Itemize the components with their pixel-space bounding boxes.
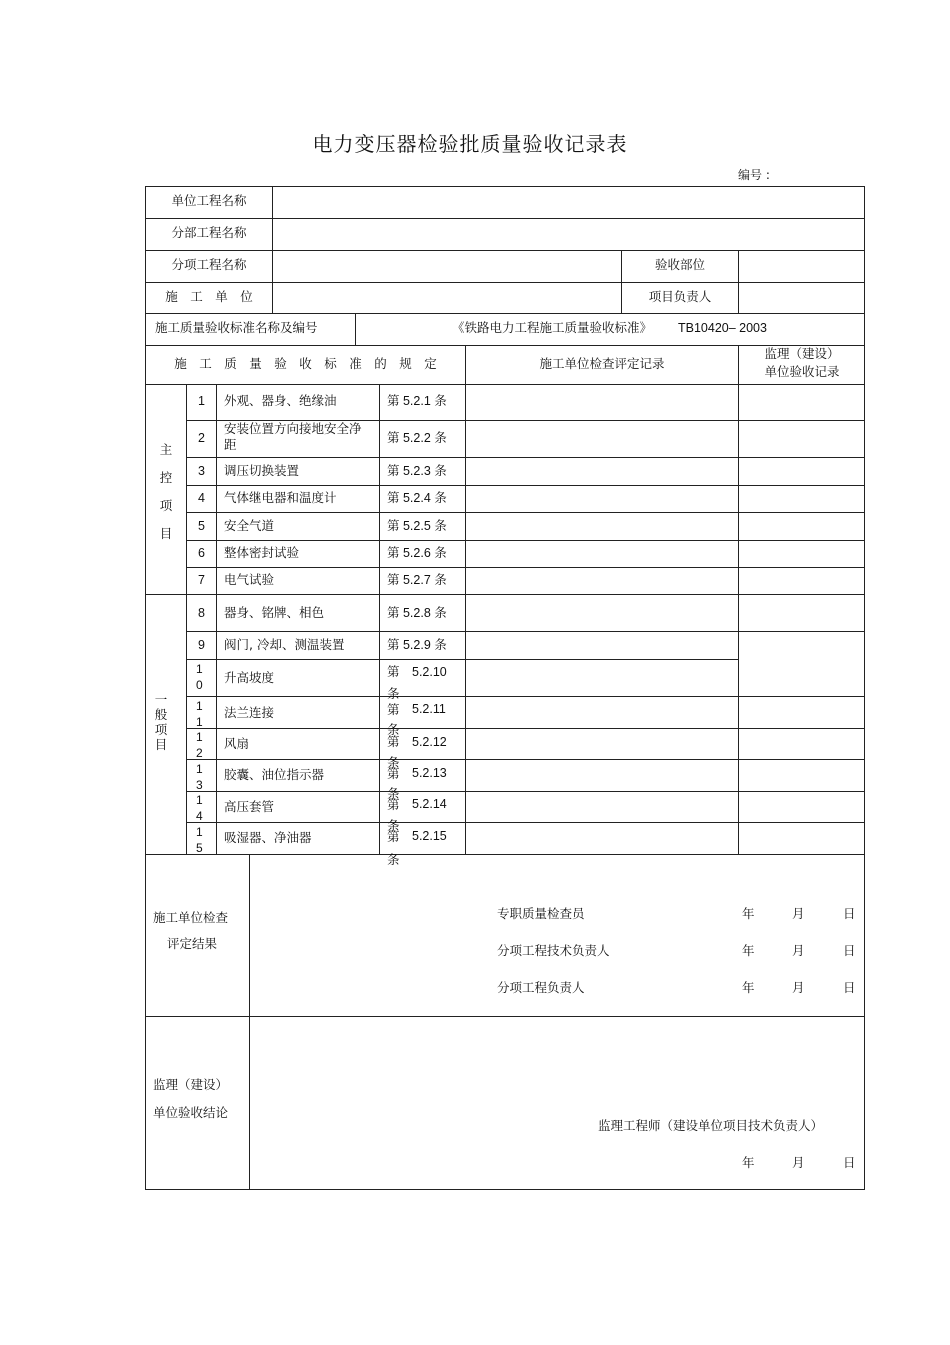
supervisor-conclusion-label-2: 单位验收结论 (153, 1105, 229, 1120)
contractor-record-header: 施工单位检查评定记录 (539, 356, 665, 371)
signer-item-lead: 分项工程负责人 (497, 980, 585, 995)
date-month: 月 (792, 906, 805, 921)
row-line (186, 540, 865, 541)
item-clause: 第 5.2.9 条 (387, 638, 447, 652)
item-clause-prefix: 第 (387, 767, 400, 781)
item-number: 15 (196, 825, 203, 855)
row-line (186, 759, 865, 760)
item-number: 3 (198, 464, 205, 478)
item-number: 5 (198, 519, 205, 533)
supervisor-conclusion-label-1: 监理（建设） (153, 1077, 229, 1092)
item-clause-number: 5.2.10 (412, 665, 447, 679)
item-clause-suffix: 条 (387, 687, 400, 701)
item-number: 4 (198, 491, 205, 505)
item-clause: 第 5.2.6 条 (387, 546, 447, 560)
item-clause-prefix: 第 (387, 703, 400, 717)
standard-code: TB10420– 2003 (678, 321, 767, 335)
row-line (145, 282, 865, 283)
row-line (145, 218, 865, 219)
item-name: 调压切换装置 (224, 463, 300, 478)
item-name: 风扇 (224, 736, 250, 751)
general-group-label: 一 般 项 目 (154, 692, 168, 752)
item-name: 吸湿器、净油器 (224, 830, 312, 845)
row-line (145, 1016, 865, 1017)
item-number: 2 (198, 431, 205, 445)
date-day: 日 (843, 980, 856, 995)
contractor-result-label-1: 施工单位检查 (153, 910, 229, 925)
unit-project-label: 单位工程名称 (171, 193, 247, 208)
row-line (186, 631, 865, 632)
item-clause-number: 5.2.14 (412, 797, 447, 811)
doc-number-label: 编号 : (738, 168, 770, 182)
contractor-result-label-2: 评定结果 (167, 936, 218, 951)
col-line (272, 186, 273, 313)
item-name: 整体密封试验 (224, 545, 300, 560)
group-line (145, 594, 865, 595)
item-number: 7 (198, 573, 205, 587)
item-name: 阀门, 冷却、测温装置 (224, 637, 345, 652)
row-line (186, 485, 865, 486)
item-number: 10 (196, 662, 203, 692)
item-clause: 第 5.2.2 条 (387, 431, 447, 445)
item-clause: 第 5.2.7 条 (387, 573, 447, 587)
supervisor-record-header-2: 单位验收记录 (764, 364, 840, 379)
contractor-label: 施 工 单 位 (165, 289, 253, 304)
item-clause-suffix: 条 (387, 819, 400, 833)
item-clause-number: 5.2.11 (412, 702, 446, 716)
item-name: 安全气道 (224, 518, 275, 533)
acceptance-part-label: 验收部位 (654, 257, 705, 272)
item-name: 安装位置方向接地安全净距 (224, 421, 362, 452)
item-name: 胶囊、油位指示器 (224, 767, 325, 782)
date-year: 年 (742, 1155, 755, 1170)
row-line (186, 457, 865, 458)
item-clause-number: 5.2.15 (412, 829, 447, 843)
col-line (216, 384, 217, 854)
date-month: 月 (792, 1155, 805, 1170)
item-clause-suffix: 条 (387, 723, 400, 737)
date-month: 月 (792, 943, 805, 958)
item-name: 电气试验 (224, 572, 275, 587)
row-line (186, 567, 865, 568)
item-clause-number: 5.2.12 (412, 735, 447, 749)
item-clause-prefix: 第 (387, 665, 400, 679)
col-line (249, 854, 250, 1190)
item-name: 法兰连接 (224, 705, 275, 720)
col-line (465, 345, 466, 854)
item-name: 高压套管 (224, 799, 275, 814)
item-clause: 第 5.2.8 条 (387, 606, 447, 620)
item-clause: 第 5.2.3 条 (387, 464, 447, 478)
date-year: 年 (742, 980, 755, 995)
row-line (186, 659, 738, 660)
sub-project-label: 分部工程名称 (171, 225, 247, 240)
row-line (145, 250, 865, 251)
item-clause-suffix: 条 (387, 787, 400, 801)
item-project-label: 分项工程名称 (171, 257, 247, 272)
col-line (738, 345, 739, 854)
item-clause-number: 5.2.13 (412, 766, 447, 780)
date-year: 年 (742, 943, 755, 958)
col-line (355, 313, 356, 345)
item-number: 9 (198, 638, 205, 652)
main-group-label: 主 控 项 目 (159, 442, 173, 541)
item-name: 外观、器身、绝缘油 (224, 393, 337, 408)
form-table (145, 186, 865, 1190)
item-clause-prefix: 第 (387, 830, 400, 844)
row-line (145, 313, 865, 314)
item-number: 8 (198, 606, 205, 620)
date-day: 日 (843, 906, 856, 921)
supervisor-record-header-1: 监理（建设） (764, 346, 840, 361)
signer-technical-lead: 分项工程技术负责人 (497, 943, 610, 958)
item-number: 12 (196, 730, 203, 760)
row-line (186, 696, 865, 697)
date-year: 年 (742, 906, 755, 921)
row-line (145, 854, 865, 855)
row-line (186, 791, 865, 792)
item-number: 14 (196, 793, 203, 823)
page-title: 电力变压器检验批质量验收记录表 (312, 132, 628, 156)
item-clause: 第 5.2.1 条 (387, 394, 447, 408)
item-clause-prefix: 第 (387, 798, 400, 812)
item-number: 11 (196, 699, 203, 729)
item-number: 6 (198, 546, 205, 560)
date-day: 日 (843, 1155, 856, 1170)
row-line (186, 512, 865, 513)
row-line (186, 822, 865, 823)
col-line (738, 250, 739, 313)
date-day: 日 (843, 943, 856, 958)
item-clause: 第 5.2.4 条 (387, 491, 447, 505)
date-month: 月 (792, 980, 805, 995)
item-clause-suffix: 条 (387, 756, 400, 770)
item-clause-suffix: 条 (387, 853, 400, 867)
regulation-header: 施 工 质 量 验 收 标 准 的 规 定 (174, 356, 437, 371)
col-line (379, 384, 380, 854)
project-manager-label: 项目负责人 (648, 289, 712, 304)
item-clause: 第 5.2.5 条 (387, 519, 447, 533)
item-name: 气体继电器和温度计 (224, 490, 337, 505)
item-number: 1 (198, 394, 205, 408)
item-name: 器身、铭牌、相色 (224, 605, 325, 620)
item-number: 13 (196, 762, 203, 792)
standard-label: 施工质量验收标准名称及编号 (155, 320, 318, 335)
supervising-engineer-label: 监理工程师（建设单位项目技术负责人） (598, 1118, 824, 1133)
row-line (145, 384, 865, 385)
item-name: 升高坡度 (224, 670, 275, 685)
row-line (186, 728, 865, 729)
standard-name: 《铁路电力工程施工质量验收标准》 (452, 320, 653, 335)
item-clause-prefix: 第 (387, 735, 400, 749)
signer-quality-inspector: 专职质量检查员 (497, 906, 585, 921)
